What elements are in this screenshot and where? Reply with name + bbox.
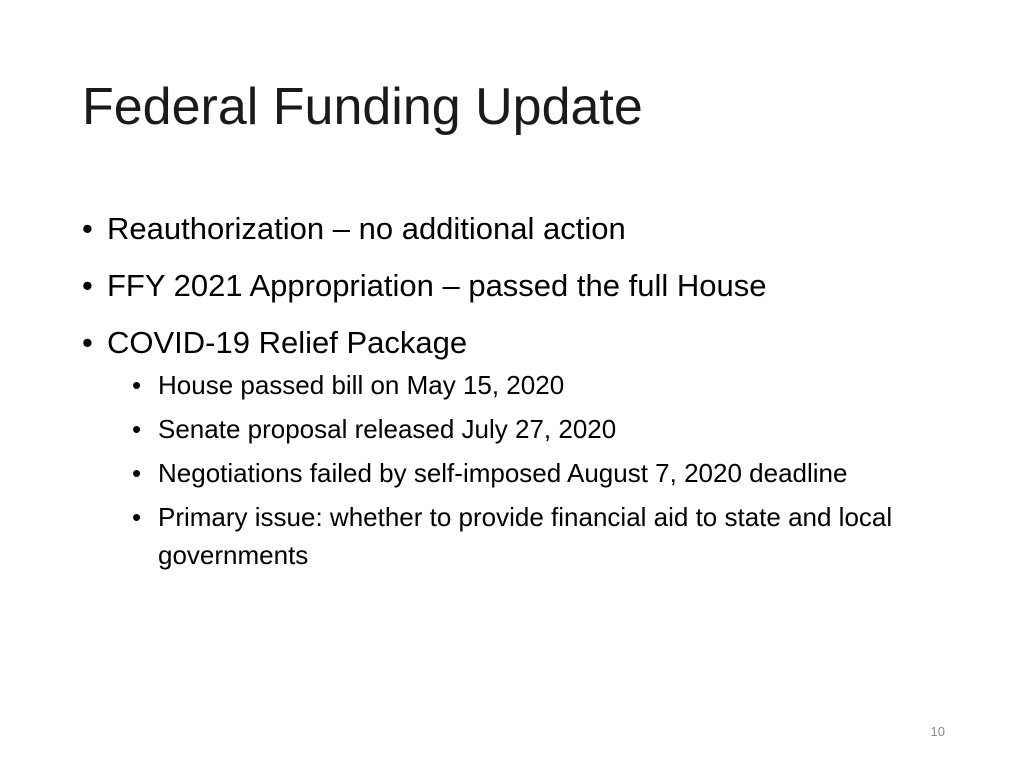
bullet-icon: • (132, 502, 142, 532)
bullet-icon: • (82, 211, 93, 246)
sub-bullet-text: Primary issue: whether to provide financial aid to state and local governments (158, 502, 893, 570)
bullet-icon: • (132, 370, 142, 400)
sub-bullet-text: House passed bill on May 15, 2020 (158, 370, 565, 400)
bullet-text: FFY 2021 Appropriation – passed the full House (107, 268, 767, 303)
sub-bullet-text: Negotiations failed by self-imposed August 7, 2020 deadline (158, 458, 848, 488)
page-number: 10 (930, 724, 945, 739)
bullet-item-appropriation (82, 263, 942, 309)
sub-bullet-item-primary-issue (132, 498, 942, 574)
sub-bullet-list (132, 366, 942, 574)
bullet-item-reauthorization (82, 206, 942, 252)
sub-bullet-item-senate (132, 410, 942, 448)
bullet-text: COVID-19 Relief Package (107, 325, 468, 360)
bullet-icon: • (82, 325, 93, 360)
bullet-icon: • (132, 414, 142, 444)
sub-bullet-item-house (132, 366, 942, 404)
sub-bullet-text: Senate proposal released July 27, 2020 (158, 414, 617, 444)
slide-title: Federal Funding Update (82, 78, 643, 136)
bullet-text: Reauthorization – no additional action (107, 211, 626, 246)
bullet-icon: • (132, 458, 142, 488)
bullet-icon: • (82, 268, 93, 303)
sub-bullet-item-negotiations (132, 454, 942, 492)
bullet-item-covid-relief (82, 320, 942, 366)
bullet-list (82, 206, 942, 580)
